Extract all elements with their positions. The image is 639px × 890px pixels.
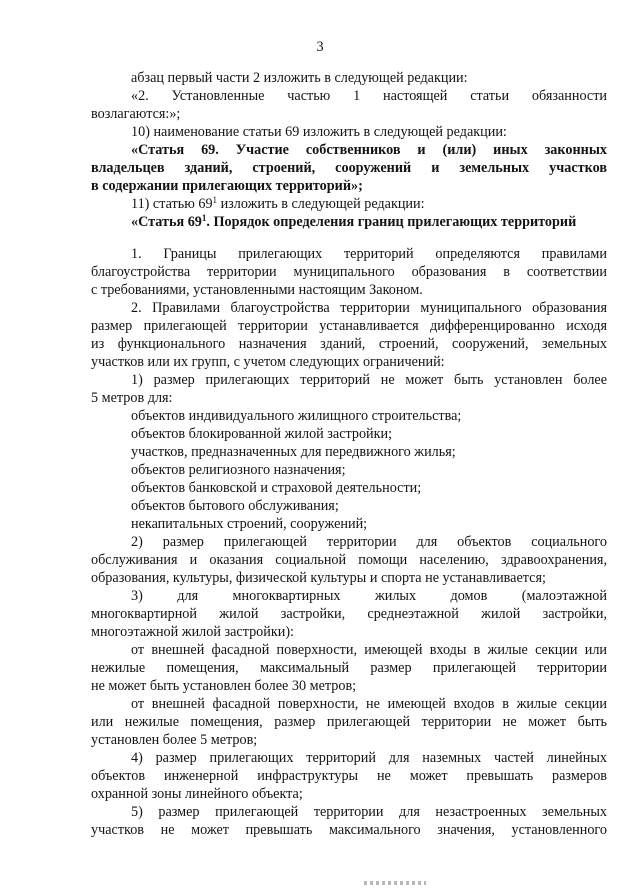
text-line: 1) размер прилегающих территорий не может быть установлен более (131, 372, 607, 388)
text-line: 10) наименование статьи 69 изложить в следующей редакции: (131, 124, 507, 140)
text-line: охранной зоны линейного объекта; (91, 786, 303, 802)
text-fragment: 11) статью 69 (131, 196, 213, 212)
list-item: объектов религиозного назначения; (131, 462, 346, 478)
text-line: участков не может превышать максимального значения, установленного (91, 822, 607, 838)
text-line: или нежилые помещения, размер прилегающей территории не может быть (91, 714, 607, 730)
text-line: размер прилегающей территории устанавливается дифференцированно исходя (91, 318, 607, 334)
text-line: установлен более 5 метров; (91, 732, 258, 748)
superscript: 1 (212, 195, 218, 205)
text-line: не может быть установлен более 30 метров; (91, 678, 357, 694)
article-heading-line: в содержании прилегающих территорий»; (91, 178, 363, 194)
text-line: нежилые помещения, максимальный размер прилегающей территории (91, 660, 607, 676)
article-heading-line: владельцев зданий, строений, сооружений и земельных участков (91, 160, 607, 176)
list-item: объектов банковской и страховой деятельности; (131, 480, 422, 496)
text-line: 4) размер прилегающих территорий для наземных частей линейных (131, 750, 607, 766)
text-line: от внешней фасадной поверхности, имеющей входы в жилые секции или (131, 642, 607, 658)
list-item: объектов блокированной жилой застройки; (131, 426, 393, 442)
text-line: с требованиями, установленными настоящим Законом. (91, 282, 423, 298)
text-line: от внешней фасадной поверхности, не имеющей входов в жилые секции (131, 696, 607, 712)
list-item: участков, предназначенных для передвижного жилья; (131, 444, 456, 460)
text-line: образования, культуры, физической культуры и спорта не устанавливается; (91, 570, 546, 586)
page-number: 3 (316, 39, 324, 55)
text-line: из функционального назначения зданий, строений, сооружений, земельных (91, 336, 607, 352)
text-line: 2. Правилами благоустройства территории муниципального образования (131, 300, 607, 316)
article-heading-line (131, 213, 576, 231)
text-line: обслуживания и оказания социальной помощи населению, здравоохранения, (91, 552, 607, 568)
text-line: участков или их групп, с учетом следующих ограничений: (91, 354, 445, 370)
text-line: абзац первый части 2 изложить в следующей редакции: (131, 70, 468, 86)
text-fragment: «Статья 69 (131, 214, 202, 230)
list-item: объектов индивидуального жилищного строительства; (131, 408, 462, 424)
text-line: объектов инженерной инфраструктуры не может превышать размеров (91, 768, 607, 784)
text-line: 5 метров для: (91, 390, 173, 406)
text-line: возлагаются:»; (91, 106, 181, 122)
superscript: 1 (201, 213, 207, 223)
text-line: 1. Границы прилегающих территорий определяются правилами (131, 246, 607, 262)
list-item: некапитальных строений, сооружений; (131, 516, 368, 532)
list-item: объектов бытового обслуживания; (131, 498, 339, 514)
text-line: многоквартирной жилой застройки, среднеэтажной жилой застройки, (91, 606, 607, 622)
text-line: многоэтажной жилой застройки): (91, 624, 294, 640)
article-heading-line: «Статья 69. Участие собственников и (или) иных законных (131, 142, 607, 158)
text-fragment: . Порядок определения границ прилегающих территорий (206, 214, 577, 230)
scan-artifact (364, 881, 426, 885)
text-line: 3) для многоквартирных жилых домов (малоэтажной (131, 588, 607, 604)
text-line: 2) размер прилегающей территории для объектов социального (131, 534, 607, 550)
text-line: «2. Установленные частью 1 настоящей статьи обязанности (131, 88, 607, 104)
text-line: благоустройства территории муниципального образования в соответствии (91, 264, 607, 280)
text-fragment: изложить в следующей редакции: (217, 196, 425, 212)
text-line (131, 195, 425, 213)
text-line: 5) размер прилегающей территории для незастроенных земельных (131, 804, 607, 820)
